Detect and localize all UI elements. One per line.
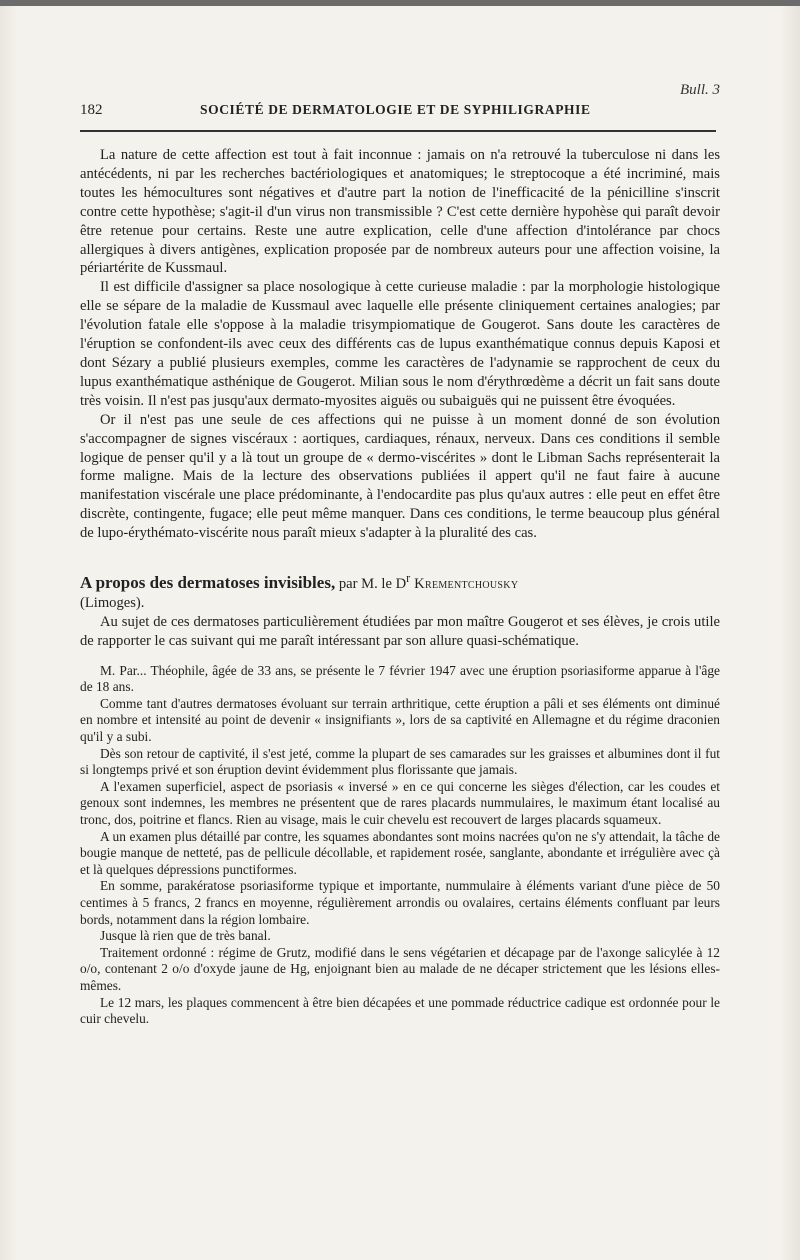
- case-paragraph: M. Par... Théophile, âgée de 33 ans, se présente le 7 février 1947 avec une éruption psoriasiforme apparue à l'âge de 18 ans.: [80, 662, 720, 695]
- case-paragraph: Dès son retour de captivité, il s'est jeté, comme la plupart de ses camarades sur les graisses et albumines dont il fut si longtemps privé et son éruption devint évidemment plus florissante que jamais.: [80, 745, 720, 778]
- case-paragraph: Le 12 mars, les plaques commencent à être bien décapées et une pommade réductrice cadique est ordonnée pour le cuir chevelu.: [80, 994, 720, 1027]
- discussion-section: [80, 146, 720, 543]
- article-heading: [80, 569, 720, 613]
- article-intro: Au sujet de ces dermatoses particulièrement étudiées par mon maître Gougerot et ses élèves, je crois utile de rapporter le cas suivant qui me paraît intéressant par son allure quasi-schématique.: [80, 613, 720, 649]
- case-report: [80, 663, 720, 1028]
- case-paragraph: Comme tant d'autres dermatoses évoluant sur terrain arthritique, cette éruption a pâli et ses éléments ont diminué en nombre et intensité au point de devenir « insignifiants », lors de sa captivité en Allemagne et du régime draconien qu'il y a subi.: [80, 695, 720, 745]
- case-paragraph: A un examen plus détaillé par contre, les squames abondantes sont moins nacrées qu'on ne s'y attendait, la tâche de bougie manque de netteté, pas de pellicule décollable, et rapidement rosée, sanglante, abondante et irrégulière avec çà et là quelques dépressions punctiformes.: [80, 828, 720, 877]
- page-number: 182: [80, 102, 103, 118]
- page-content: [80, 146, 720, 1028]
- case-paragraph: Traitement ordonné : régime de Grutz, modifié dans le sens végétarien et décapage par de l'axonge salicylée à 12 o/o, contenant 2 o/o d'oxyde jaune de Hg, enjoignant bien au malade de ne décaper strictement que les lésions elles-mêmes.: [80, 944, 720, 993]
- byline-sup: r: [406, 571, 411, 586]
- bulletin-tag: Bull. 3: [680, 82, 720, 98]
- page-header: [80, 102, 720, 124]
- paragraph: Or il n'est pas une seule de ces affections qui ne puisse à un moment donné de son évolution s'accompagner de signes viscéraux : aortiques, cardiaques, rénaux, nerveux. Dans ces conditions il semble logique de penser qu'il y a là tout un groupe de « dermo-viscérites » dont le Libman Sachs représenterait la forme maligne. Mais de la lecture des observations publiées il appert qu'il ne faut faire à aucune manifestation viscérale une place prédominante, à l'endocardite pas plus qu'aux autres : elle peut en effet être discrète, contingente, fugace; elle peut même manquer. Dans ces conditions, le terme beaucoup plus général de lupo-érythémato-viscérite nous paraît mieux s'adapter à la pluralité des cas.: [80, 411, 720, 542]
- running-head: SOCIÉTÉ DE DERMATOLOGIE ET DE SYPHILIGRAPHIE: [200, 102, 591, 117]
- article-author: Krementchousky: [410, 575, 519, 592]
- byline-prefix: par M. le D: [335, 575, 407, 592]
- article-place: (Limoges).: [80, 594, 145, 611]
- article-title: A propos des dermatoses invisibles,: [80, 572, 336, 592]
- header-rule: [80, 130, 716, 132]
- case-paragraph: Jusque là rien que de très banal.: [100, 928, 271, 944]
- paragraph: La nature de cette affection est tout à fait inconnue : jamais on n'a retrouvé la tuberculose ni dans les antécédents, ni par les recherches bactériologiques et anatomiques; le streptocoque a été incriminé, mais toutes les hémocultures sont négatives et d'autre part la notion de l'inefficacité de la pénicilline s'inscrit contre cette hypothèse; s'agit-il d'un virus non transmissible ? C'est cette dernière hypohèse qui paraît devoir être retenue pour certains. Reste une autre explication, celle d'une affection d'intolérance par chocs allergiques à divers antigènes, explication proposée par de nombreux auteurs pour une affection voisine, la périartérite de Kussmaul.: [80, 147, 720, 277]
- case-paragraph: A l'examen superficiel, aspect de psoriasis « inversé » en ce qui concerne les sièges d'élection, car les coudes et genoux sont indemnes, les membres ne présentent que de rares placards nummulaires, le maximum étant localisé au tronc, dos, poitrine et flancs. Rien au visage, mais le cuir chevelu est recouvert de larges placards squameux.: [80, 778, 720, 828]
- scan-top-edge: [0, 0, 800, 6]
- paragraph: Il est difficile d'assigner sa place nosologique à cette curieuse maladie : par la morphologie histologique elle se sépare de la maladie de Kussmaul avec laquelle elle présente cliniquement certaines analogies; par l'évolution fatale elle s'oppose à la maladie trisympiomatique de Gougerot. Sans doute les caractères de l'éruption se confondent-ils avec ceux des différents cas de lupus exanthématique connus depuis Kaposi et dont Sézary a publié plusieurs exemples, comme les caractères de l'adynamie se rapprochent de ceux du lupus exanthématique asthénique de Gougerot. Milian sous le nom d'érythrœdème a décrit un fait sans doute très voisin. Il n'est pas jusqu'aux dermato-myosites aiguës ou subaiguës qui ne puissent être évoquées.: [80, 279, 720, 409]
- case-paragraph: En somme, parakératose psoriasiforme typique et importante, nummulaire à éléments variant d'une pièce de 50 centimes à 5 francs, 2 francs en moyenne, régulièrement arrondis ou ovalaires, certains éléments confluant par leurs bords, notamment dans la région lombaire.: [80, 878, 720, 927]
